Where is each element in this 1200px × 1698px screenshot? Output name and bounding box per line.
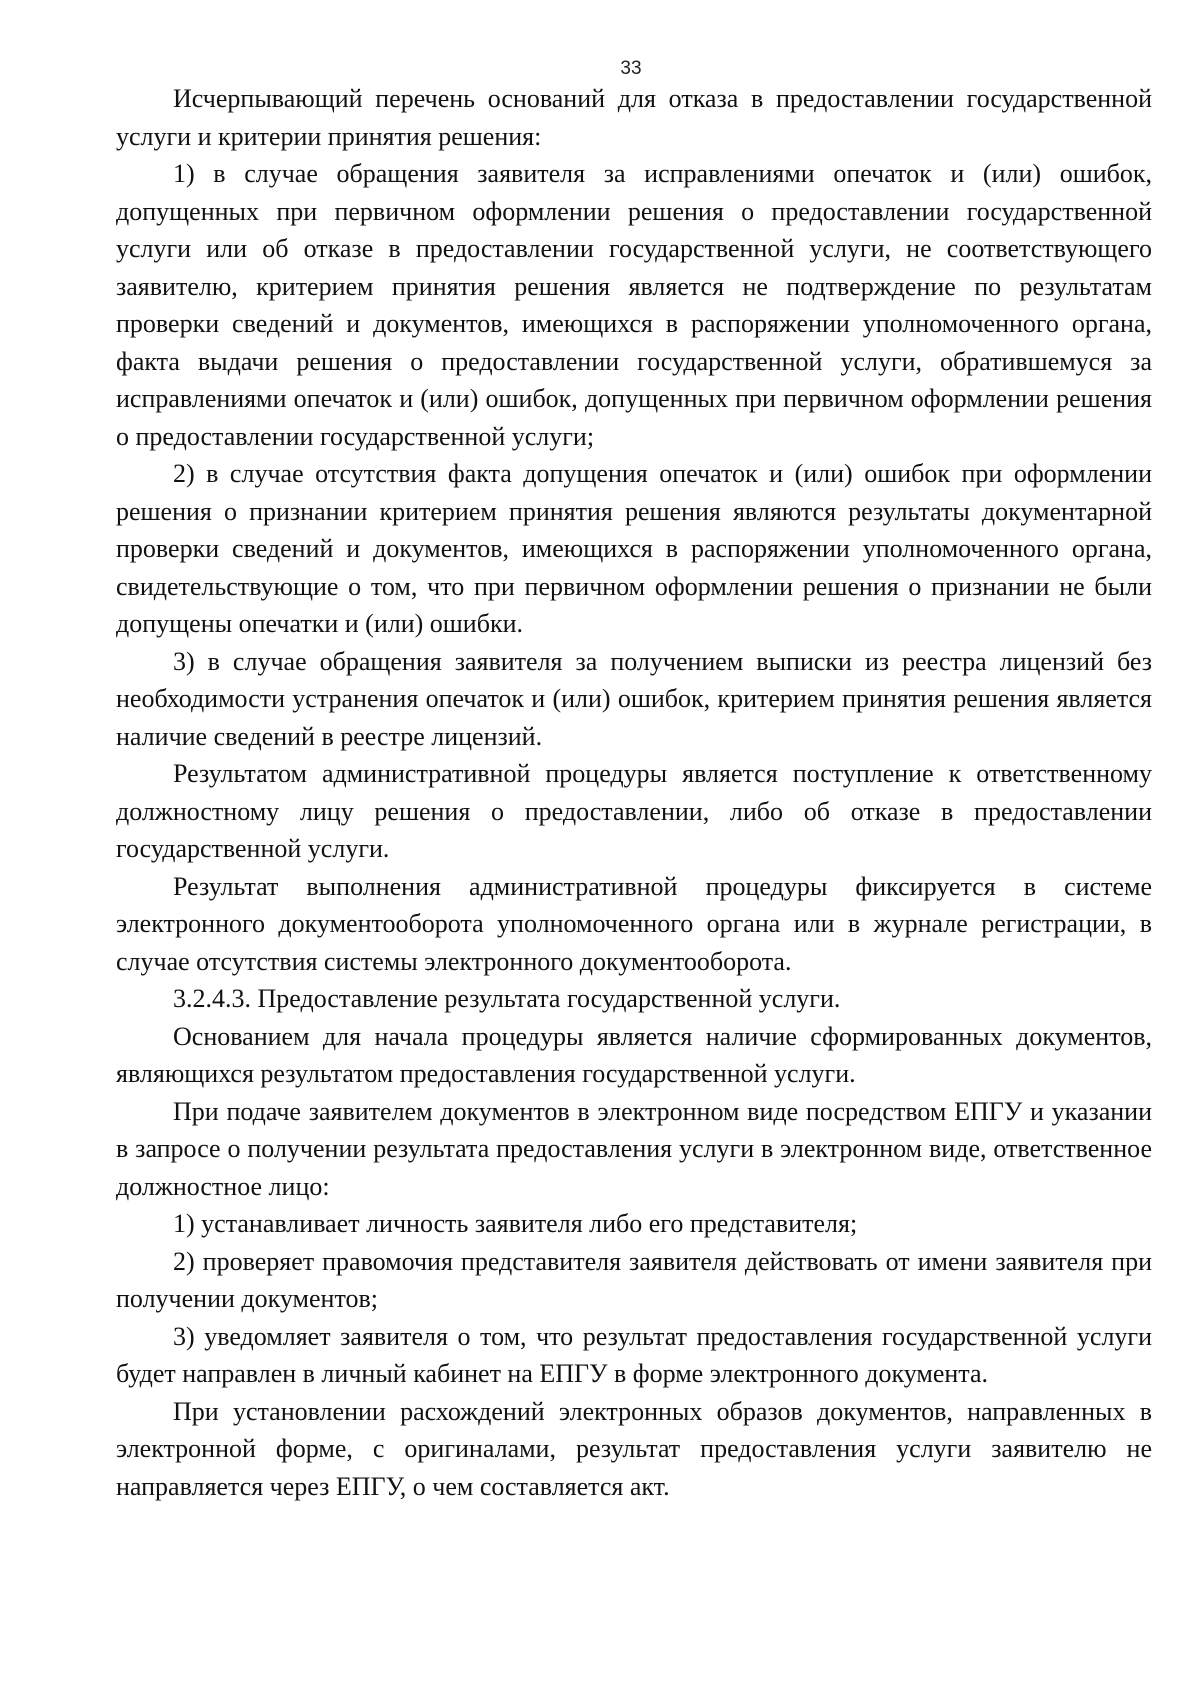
paragraph-result-recording: Результат выполнения административной процедуры фиксируется в системе электронного документооборота уполномоченного органа или в журнале регистрации, в случае отсутствия системы электронного документооборота. [116,871,1152,976]
paragraph-criterion-3: 3) в случае обращения заявителя за получением выписки из реестра лицензий без необходимости устранения опечаток и (или) ошибок, критерием принятия решения является наличие сведений в реестре лицензий. [116,646,1152,751]
paragraph-refusal-grounds-intro: Исчерпывающий перечень оснований для отказа в предоставлении государственной услуги и критерии принятия решения: [116,84,1152,151]
paragraph-step-3: 3) уведомляет заявителя о том, что результат предоставления государственной услуги будет направлен в личный кабинет на ЕПГУ в форме электронного документа. [116,1321,1152,1388]
paragraph-step-2: 2) проверяет правомочия представителя заявителя действовать от имени заявителя при получении документов; [116,1246,1152,1313]
paragraph-criterion-2: 2) в случае отсутствия факта допущения опечаток и (или) ошибок при оформлении решения о признании критерием принятия решения являются результаты документарной проверки сведений и документов, имеющихся в распоряжении уполномоченного органа, свидетельствующие о том, что при первичном оформлении решения о признании не были допущены опечатки и (или) ошибки. [116,459,1152,638]
paragraph-procedure-result: Результатом административной процедуры является поступление к ответственному должностному лицу решения о предоставлении, либо об отказе в предоставлении государственной услуги. [116,759,1152,863]
section-heading-3-2-4-3: 3.2.4.3. Предоставление результата государственной услуги. [173,984,841,1013]
paragraph-procedure-basis: Основанием для начала процедуры является наличие сформированных документов, являющихся результатом предоставления государственной услуги. [116,1021,1152,1088]
page-number: 33 [620,58,642,79]
paragraph-step-1: 1) устанавливает личность заявителя либо его представителя; [173,1209,858,1238]
paragraph-epgu-submission: При подаче заявителем документов в электронном виде посредством ЕПГУ и указании в запросе о получении результата предоставления услуги в электронном виде, ответственное должностное лицо: [116,1096,1152,1201]
paragraph-discrepancies: При установлении расхождений электронных образов документов, направленных в электронной форме, с оригиналами, результат предоставления услуги заявителю не направляется через ЕПГУ, о чем составляется акт. [116,1396,1152,1501]
paragraph-criterion-1: 1) в случае обращения заявителя за исправлениями опечаток и (или) ошибок, допущенных при первичном оформлении решения о предоставлении государственной услуги или об отказе в предоставлении государственной услуги, не соответствующего заявителю, критерием принятия решения является не подтверждение по результатам проверки сведений и документов, имеющихся в распоряжении уполномоченного органа, факта выдачи решения о предоставлении государственной услуги, обратившемуся за исправлениями опечаток и (или) ошибок, допущенных при первичном оформлении решения о предоставлении государственной услуги; [116,159,1152,451]
document-body [116,80,1152,1505]
